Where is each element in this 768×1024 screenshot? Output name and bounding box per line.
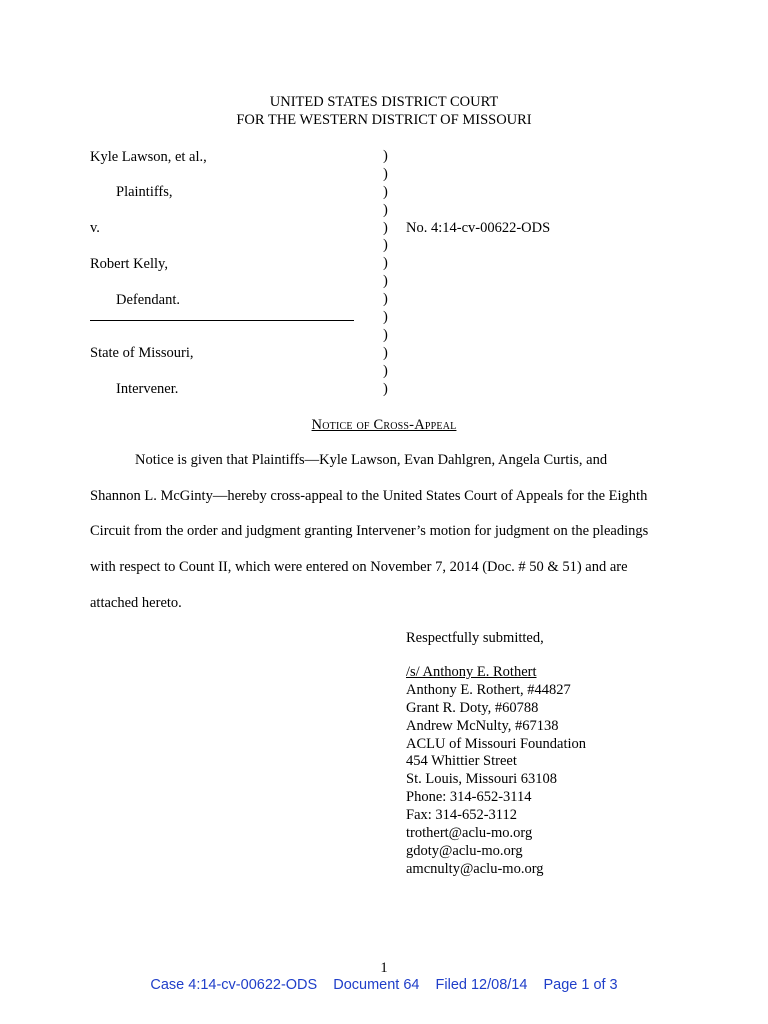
defendant-name: Robert Kelly, <box>90 256 168 272</box>
body-line-3: Circuit from the order and judgment granting Intervener’s motion for judgment on the pleadings <box>90 523 649 539</box>
court-name: UNITED STATES DISTRICT COURT <box>269 94 499 110</box>
versus: v. <box>90 220 100 236</box>
signature-line: Andrew McNulty, #67138 <box>406 717 559 734</box>
case-number: No. 4:14-cv-00622-ODS <box>406 220 551 236</box>
signature-block <box>406 664 586 879</box>
signature-line: St. Louis, Missouri 63108 <box>406 771 558 788</box>
signature-line: Phone: 314-652-3114 <box>406 789 532 806</box>
paren: ) <box>383 148 388 164</box>
footer-page: Page 1 of 3 <box>543 977 618 993</box>
paren: ) <box>383 183 388 200</box>
notice-title <box>0 416 768 434</box>
body-line-4: with respect to Count II, which were entered on November 7, 2014 (Doc. # 50 & 51) and are <box>90 559 628 575</box>
plaintiff-name: Kyle Lawson, et al., <box>90 149 207 165</box>
signature-line: Anthony E. Rothert, #44827 <box>406 681 571 698</box>
paren: ) <box>383 219 388 236</box>
body-line-5: attached hereto. <box>90 595 182 611</box>
caption-divider <box>90 320 354 321</box>
paren: ) <box>383 237 388 254</box>
paren: ) <box>383 201 388 218</box>
intervener-role: Intervener. <box>116 381 179 397</box>
body-line-2: Shannon L. McGinty—hereby cross-appeal to the United States Court of Appeals for the Eighth <box>90 488 648 504</box>
electronic-signature: /s/ Anthony E. Rothert <box>406 664 537 680</box>
email-link[interactable]: amcnulty@aclu-mo.org <box>406 860 544 877</box>
signature-line: 454 Whittier Street <box>406 753 517 770</box>
email-link[interactable]: trothert@aclu-mo.org <box>406 825 533 842</box>
paren: ) <box>383 165 388 182</box>
caption-paren-column <box>383 148 388 398</box>
paren: ) <box>383 291 388 308</box>
body-line-1: Notice is given that Plaintiffs—Kyle Lawson, Evan Dahlgren, Angela Curtis, and <box>135 452 608 468</box>
paren: ) <box>383 255 388 272</box>
signature-line: ACLU of Missouri Foundation <box>406 735 587 752</box>
paren: ) <box>383 344 388 361</box>
paren: ) <box>383 309 388 326</box>
paren: ) <box>383 326 388 343</box>
paren: ) <box>383 362 388 379</box>
intervener-name: State of Missouri, <box>90 345 194 361</box>
footer-filed: Filed 12/08/14 <box>435 977 528 993</box>
court-district: FOR THE WESTERN DISTRICT OF MISSOURI <box>236 112 532 128</box>
signature-line: Fax: 314-652-3112 <box>406 807 518 824</box>
paren: ) <box>383 273 388 290</box>
defendant-role: Defendant. <box>116 292 181 308</box>
closing: Respectfully submitted, <box>406 630 544 646</box>
ecf-footer <box>0 977 768 993</box>
footer-document: Document 64 <box>333 977 420 993</box>
paren: ) <box>383 380 388 397</box>
signature-line: Grant R. Doty, #60788 <box>406 699 539 716</box>
notice-title-text: Notice of Cross-Appeal <box>311 417 457 433</box>
page-number: 1 <box>380 960 388 976</box>
email-link[interactable]: gdoty@aclu-mo.org <box>406 842 523 859</box>
plaintiff-role: Plaintiffs, <box>116 184 173 200</box>
footer-case: Case 4:14-cv-00622-ODS <box>150 977 318 993</box>
